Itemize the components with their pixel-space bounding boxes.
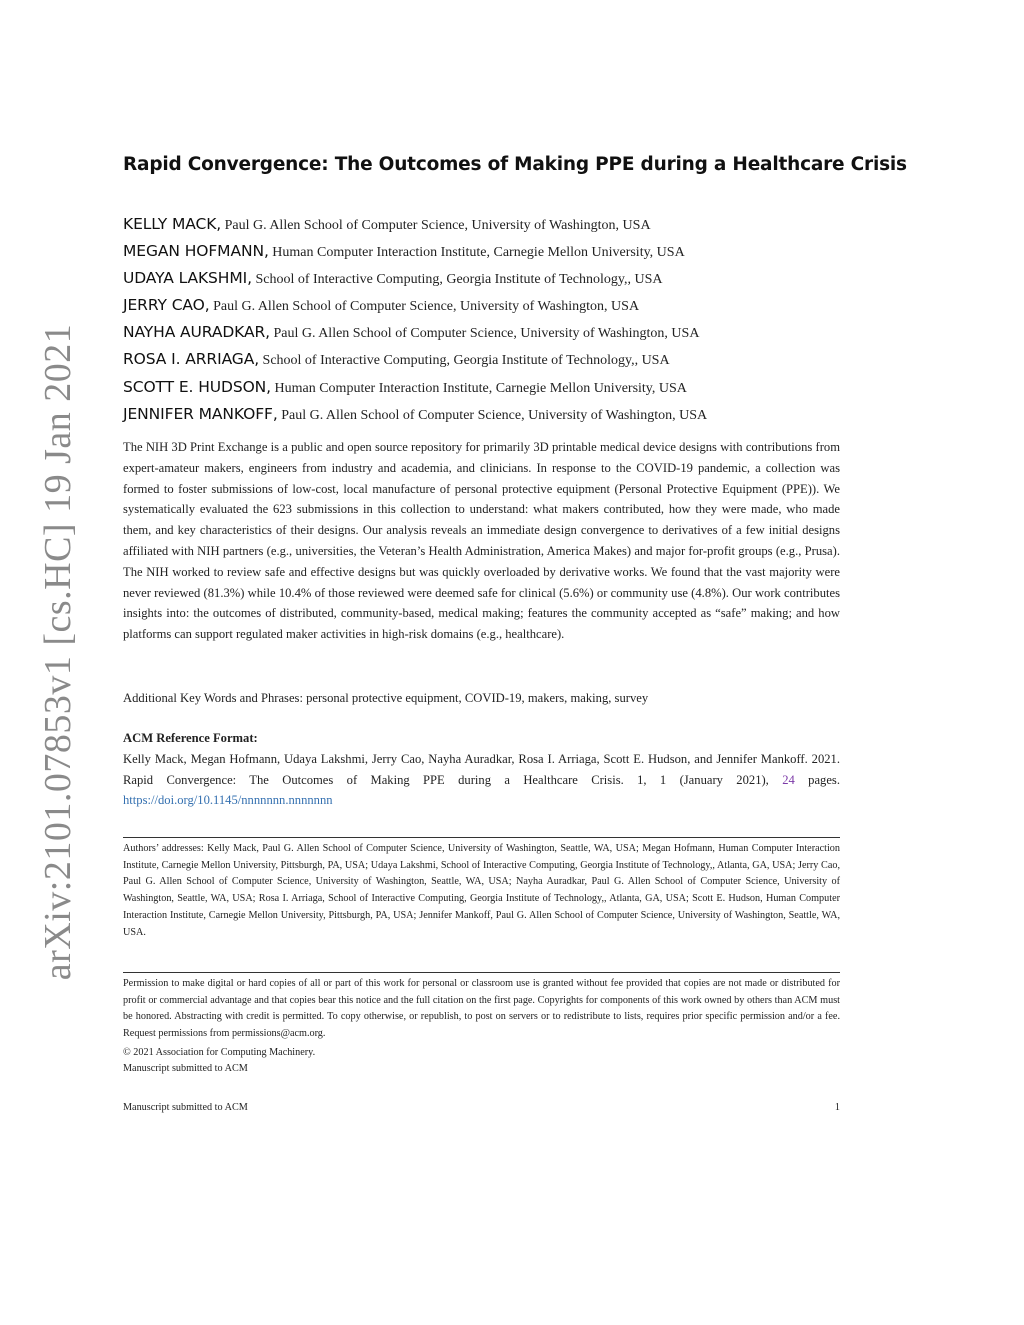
author-name: ROSA I. ARRIAGA,	[123, 350, 260, 369]
footer-venue: Manuscript submitted to ACM	[123, 1102, 248, 1113]
pages-label: pages.	[794, 772, 840, 787]
acm-reference-citation: Kelly Mack, Megan Hofmann, Udaya Lakshmi, Jerry Cao, Nayha Auradkar, Rosa I. Arriaga, Scott E. Hudson, and Jennifer Mankoff. 2021. Rapid Convergence: The Outcomes of Making PPE during a Healthcare Crisis. 1, 1 (January 2021),	[123, 751, 840, 787]
abstract: The NIH 3D Print Exchange is a public and open source repository for primarily 3D printable medical device designs with contributions from expert-amateur makers, engineers from industry and academia, and clinicians. In response to the COVID-19 pandemic, a collection was formed to foster submissions of low-cost, local manufacture of personal protective equipment (Personal Protective Equipment (PPE)). We systematically evaluated the 623 submissions in this collection to understand: what makers contributed, how they were made, who made them, and key characteristics of their designs. Our analysis reveals an immediate design convergence to derivatives of a few initial designs affiliated with NIH partners (e.g., universities, the Veteran’s Health Administration, America Makes) and major for-profit groups (e.g., Prusa). The NIH worked to review safe and effective designs but was quickly overloaded by derivative works. We found that the vast majority were never reviewed (81.3%) while 10.4% of those reviewed were deemed safe for clinical (5.6%) or community use (4.8%). Our work contributes insights into: the outcomes of distributed, community-based, medical making; features the community accepted as “safe” making; and how platforms can support regulated maker activities in high-risk domains (e.g., healthcare).	[123, 440, 840, 642]
acm-reference-heading: ACM Reference Format:	[123, 731, 258, 745]
author-affiliation: School of Interactive Computing, Georgia Institute of Technology,, USA	[251, 272, 663, 288]
author-entry	[123, 265, 840, 292]
author-affiliation: Paul G. Allen School of Computer Science, University of Washington, USA	[221, 218, 651, 233]
author-list	[123, 211, 840, 428]
acm-reference-text	[123, 749, 840, 811]
author-entry	[123, 346, 840, 373]
author-entry	[123, 238, 840, 265]
authors-addresses: Authors’ addresses: Kelly Mack, Paul G. Allen School of Computer Science, University of Washington, Seattle, WA, USA; Megan Hofmann, Human Computer Interaction Institute, Carnegie Mellon University, Pittsburgh, PA, USA; Udaya Lakshmi, School of Interactive Computing, Georgia Institute of Technology,, Atlanta, GA, USA; Jerry Cao, Paul G. Allen School of Computer Science, University of Washington, Seattle, WA, USA; Nayha Auradkar, Paul G. Allen School of Computer Science, University of Washington, Seattle, WA, USA; Rosa I. Arriaga, School of Interactive Computing, Georgia Institute of Technology,, Atlanta, GA, USA; Scott E. Hudson, Human Computer Interaction Institute, Carnegie Mellon University, Pittsburgh, PA, USA; Jennifer Mankoff, Paul G. Allen School of Computer Science, University of Washington, Seattle, WA, USA.	[123, 843, 840, 938]
author-name: JENNIFER MANKOFF,	[123, 404, 278, 423]
author-name: NAYHA AURADKAR,	[123, 323, 270, 342]
page-footer	[123, 1102, 840, 1113]
author-entry	[123, 211, 840, 238]
acm-reference-format	[123, 728, 840, 811]
copyright-notice: © 2021 Association for Computing Machinery.	[123, 1047, 316, 1058]
author-entry	[123, 374, 840, 401]
page-number: 1	[834, 1102, 840, 1113]
keywords: Additional Key Words and Phrases: personal protective equipment, COVID-19, makers, making, survey	[123, 691, 649, 705]
author-affiliation: Human Computer Interaction Institute, Carnegie Mellon University, USA	[271, 380, 687, 396]
author-name: SCOTT E. HUDSON,	[123, 377, 271, 396]
author-entry	[123, 319, 840, 346]
permission-divider	[123, 972, 840, 973]
author-entry	[123, 292, 840, 319]
author-affiliation: Paul G. Allen School of Computer Science, University of Washington, USA	[269, 326, 700, 342]
author-entry	[123, 401, 840, 428]
author-affiliation: Human Computer Interaction Institute, Carnegie Mellon University, USA	[268, 245, 685, 261]
footnote-divider	[123, 837, 840, 838]
author-affiliation: School of Interactive Computing, Georgia Institute of Technology,, USA	[259, 353, 670, 369]
author-name: UDAYA LAKSHMI,	[123, 269, 252, 288]
manuscript-note: Manuscript submitted to ACM	[123, 1063, 248, 1074]
paper-title: Rapid Convergence: The Outcomes of Making PPE during a Healthcare Crisis	[123, 154, 907, 175]
author-name: KELLY MACK,	[123, 215, 222, 233]
author-affiliation: Paul G. Allen School of Computer Science, University of Washington, USA	[277, 407, 708, 423]
author-name: MEGAN HOFMANN,	[123, 242, 269, 261]
arxiv-identifier-stamp: arXiv:2101.07853v1 [cs.HC] 19 Jan 2021	[37, 323, 79, 981]
author-name: JERRY CAO,	[123, 296, 210, 315]
author-affiliation: Paul G. Allen School of Computer Science, University of Washington, USA	[209, 299, 640, 315]
permission-notice: Permission to make digital or hard copies of all or part of this work for personal or classroom use is granted without fee provided that copies are not made or distributed for profit or commercial advantage and that copies bear this notice and the full citation on the first page. Copyrights for components of this work owned by others than ACM must be honored. Abstracting with credit is permitted. To copy otherwise, or republish, to post on servers or to redistribute to lists, requires prior specific permission and/or a fee. Request permissions from permissions@acm.org.	[123, 978, 840, 1040]
doi-link[interactable]: https://doi.org/10.1145/nnnnnnn.nnnnnnn	[123, 793, 333, 808]
page-count-link[interactable]: 24	[782, 772, 795, 787]
